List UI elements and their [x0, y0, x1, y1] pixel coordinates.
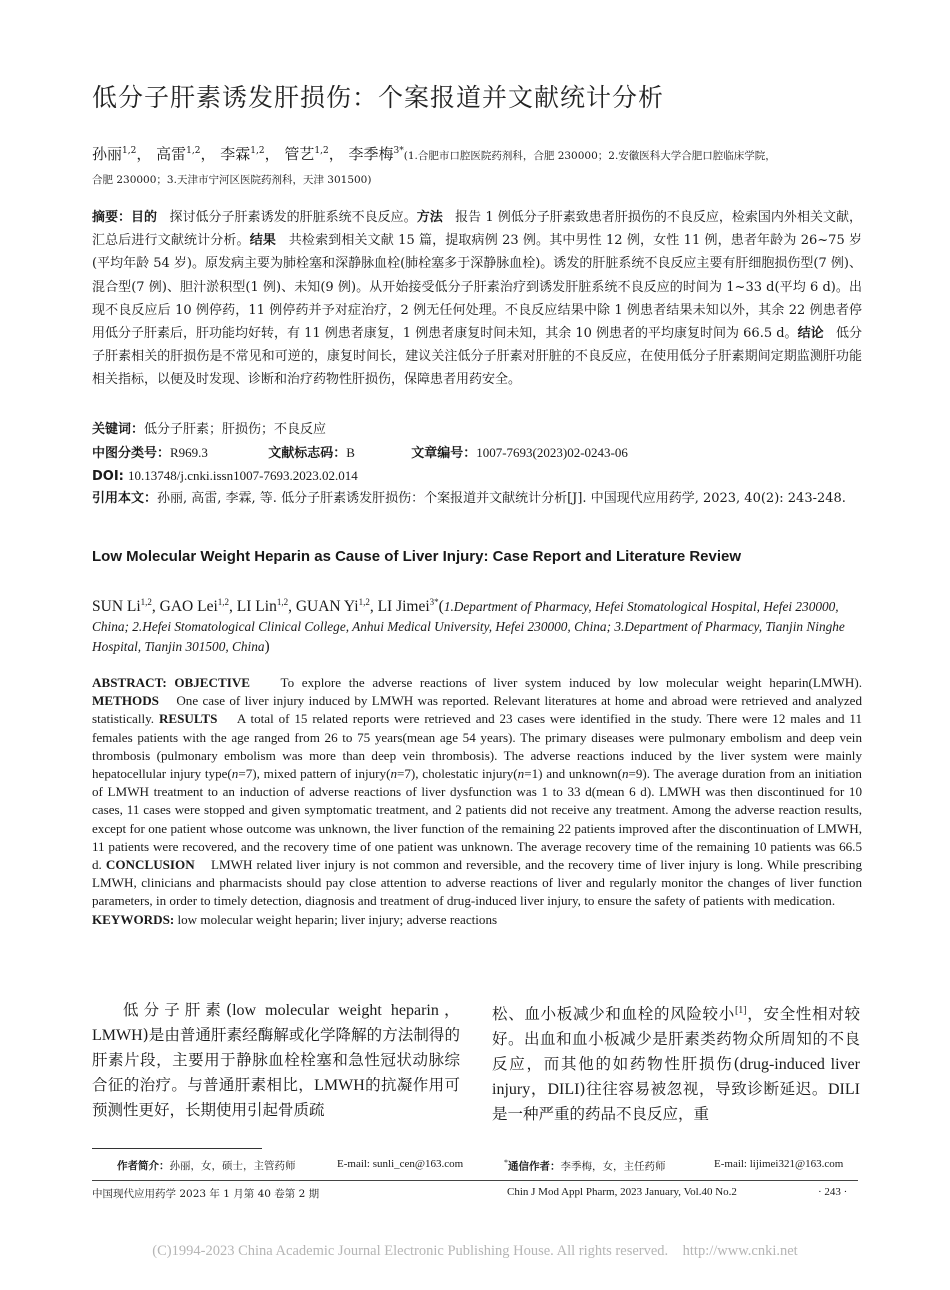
author-name: GUAN Yi	[295, 598, 359, 616]
methods-en-label: METHODS	[92, 693, 159, 709]
author-sup: 3*	[393, 146, 404, 156]
author-sup: 1,2	[217, 597, 230, 607]
author-sup: 1,2	[358, 597, 370, 607]
body-text: LMWH	[314, 1077, 365, 1094]
footer-journal-cn: 中国现代应用药学 2023 年 1 月第 40 卷第 2 期	[92, 1188, 320, 1200]
reference-marker[interactable]: [1]	[734, 1005, 747, 1016]
article-title-cn: 低分子肝素诱发肝损伤：个案报道并文献统计分析	[92, 83, 665, 112]
conclusion-text: 低分子肝素相关的肝损伤是不常见和可逆的，康复时间长，建议关注低分子肝素对肝脏的不良反应，在使用低分子肝素期间定期监测肝功能相关指标，以便及时发现、诊断和治疗药物性肝损伤，保障患者用药安全。	[92, 326, 862, 388]
footnote-author-email[interactable]: E-mail: sunli_cen@163.com	[337, 1158, 464, 1170]
abstract-label: 摘要：	[92, 210, 132, 225]
body-text: DILI	[828, 1081, 860, 1099]
footnote-text: 李季梅，女，主任药师	[560, 1160, 666, 1173]
footnote-corresponding-email[interactable]: E-mail: lijimei321@163.com	[714, 1158, 844, 1170]
keywords-cn	[92, 418, 862, 441]
body-column-right	[492, 998, 860, 1127]
doi-row	[92, 464, 862, 488]
objective-en-text: To explore the adverse reactions of liver system induced by low molecular weight heparin(LMWH).	[280, 675, 863, 690]
objective-en-label: OBJECTIVE	[174, 675, 251, 690]
author-sup: 1,2	[276, 597, 289, 607]
author-name: SUN Li	[92, 598, 141, 616]
n-italic: n	[231, 766, 239, 782]
n-italic: n	[390, 766, 397, 782]
methods-label: 方法	[416, 210, 443, 225]
results-en-text: =7), cholestatic injury(	[397, 766, 518, 782]
conclusion-label: 结论	[797, 326, 824, 342]
affiliation-cn-1: (1.合肥市口腔医院药剂科，合肥 230000；2.安徽医科大学合肥口腔临床学院，	[403, 150, 776, 162]
citation-label: 引用本文：	[92, 491, 158, 506]
classification-row	[92, 441, 862, 465]
body-text: 松、血小板减少和血栓的风险较小	[492, 1005, 735, 1024]
objective-label: 目的	[131, 210, 158, 225]
body-text: ，安全性相对较好。出血和血小板减少是肝素类药物众所周知的不良反应，而其他的如药物性肝损伤(	[492, 1005, 860, 1074]
article-number-value: 1007-7693(2023)02-0243-06	[476, 445, 628, 460]
footnote-label: 通信作者：	[508, 1160, 561, 1173]
keywords-en-text: low molecular weight heparin; liver injury; adverse reactions	[177, 911, 498, 927]
author-sup: 1,2	[122, 146, 137, 156]
abstract-cn	[92, 206, 862, 392]
keywords-en-label: KEYWORDS:	[92, 911, 175, 927]
results-en-text: A total of 15 related reports were retrieved and 23 cases were identified in the study. There were 12 males and 11 females patients with the age ranged from 26 to 75 years(mean age 54 years). The primary diseases were pulmonary embolism and deep vein thrombosis (pulmonary embolism was more than deep vein thrombosis). The adverse reactions induced by the liver system were mainly hepatocellular injury type(	[92, 711, 863, 782]
conclusion-en-label: CONCLUSION	[105, 857, 195, 873]
body-text: low molecular weight heparin，LMWH	[92, 1002, 460, 1044]
clc-value: R969.3	[170, 445, 208, 460]
body-text: 的抗凝作用可预测性更好，长期使用引起骨质疏	[92, 1076, 460, 1119]
author-sup: 1,2	[250, 146, 265, 156]
doccode-value: B	[346, 445, 355, 460]
copyright-watermark: (C)1994-2023 China Academic Journal Electronic Publishing House. All rights reserved. http://www.cnki.net	[152, 1243, 798, 1259]
page-number: · 243 ·	[818, 1186, 848, 1198]
conclusion-en-text: LMWH related liver injury is not common and reversible, and the recovery time of liver injury is long. While prescribing LMWH, clinicians and pharmacists should pay close attention to adverse reactions of liver and regularly monitor the changes of liver function parameters, in order to timely detection, diagnosis and treatment of drug-induced liver injury, to ensure the safety of patients with medication.	[92, 857, 862, 909]
methods-en-text: One case of liver injury induced by LMWH was reported. Relevant literatures at home and abroad were retrieved and analyzed statistically.	[92, 693, 863, 727]
author-name: 李季梅	[348, 145, 394, 163]
author-name: LI Lin	[236, 598, 277, 616]
body-text: 低分子肝素(	[123, 1001, 233, 1019]
footnote-label: 作者简介：	[117, 1160, 170, 1172]
footnote-star: *	[504, 1158, 508, 1167]
author-name: 管艺	[284, 145, 315, 163]
doccode-label: 文献标志码：	[268, 446, 347, 461]
affiliation-cn-2: 合肥 230000；3.天津市宁河区医院药剂科，天津 301500)	[92, 174, 372, 186]
results-en-text: =1) and unknown(	[524, 766, 622, 782]
footnote-text: 孙丽，女，硕士，主管药师	[169, 1160, 296, 1172]
results-en-text: =9). The average duration from an initiation of LMWH treatment to an induction of adverse reactions of liver dysfunction was 1 to 33 d(mean 6 d). LMWH was then discontinued for 10 cases, 11 cases were stopped and given symptomatic treatment, and 2 patients did not receive any treatment. Among the adverse reaction results, except for one patient whose outcome was unknown, the liver function of the remaining 22 patients improved after the discontinuation of LMWH, 11 patients were recovered, and the recovery time of one patient was unknown. The average recovery time of the remaining 10 patients was 66.5 d.	[92, 766, 862, 873]
author-name: 孙丽	[92, 145, 123, 163]
body-column-left	[92, 998, 460, 1123]
footnote-author-intro	[117, 1158, 296, 1173]
keywords-label: 关键词：	[92, 422, 145, 437]
methods-text: 报告 1 例低分子肝素致患者肝损伤的不良反应，检索国内外相关文献，汇总后进行文献统计分析。	[92, 210, 862, 249]
footer-journal-en: Chin J Mod Appl Pharm, 2023 January, Vol.40 No.2	[507, 1186, 737, 1198]
keywords-value: 低分子肝素；肝损伤；不良反应	[144, 422, 327, 437]
footnote-corresponding	[504, 1158, 666, 1174]
results-en-text: =7), mixed pattern of injury(	[238, 766, 391, 782]
author-sup: 1,2	[186, 146, 201, 156]
clc-label: 中图分类号：	[92, 446, 171, 461]
footer-divider	[92, 1180, 858, 1181]
results-text: 共检索到相关文献 15 篇，提取病例 23 例。其中男性 12 例，女性 11 例，患者年龄为 26~75 岁(平均年龄 54 岁)。原发病主要为肺栓塞和深静脉血栓(肺栓塞多于深静脉血栓)。诱发的肝脏系统不良反应主要有肝细胞损伤型(7 例)、混合型(7 例)、胆汁淤积型(1 例)、未知(9 例)。从开始接受低分子肝素治疗到诱发肝脏系统不良反应的时间为 1~33 d(平均 6 d)。出现不良反应后 10 例停药，11 例停药并予对症治疗，2 例无任何处理。不良反应结果中除 1 例患者结果未知以外，其余 22 例患者停用低分子肝素后，肝功能均好转，有 11 例患者康复，1 例患者康复时间未知，其余 10 例患者的平均康复时间为 66.5 d。	[92, 233, 862, 342]
authors-cn: 孙丽$^{1,2}$， 高雷$^{1,2}$， 李霖$^{1,2}$， 管艺$^{1,2}$， 李季梅$^{3*}$(1.合肥市口腔医院药剂科，合肥 230000；2.安徽医科大学合肥口腔临床学院， 合肥 230000；3.天津市宁河区医院药剂科，天津 301500)	[92, 145, 776, 186]
footnote-divider	[92, 1148, 262, 1149]
author-sup: 1,2	[140, 597, 152, 607]
results-label: 结果	[249, 233, 276, 249]
affiliation-en: 1.Department of Pharmacy, Hefei Stomatological Hospital, Hefei 230000, China; 2.Hefei Stomatological Clinical College, Anhui Medical University, Hefei 230000, China; 3.Department of Pharmacy, Tianjin Ninghe Hospital, Tianjin 301500, China	[92, 599, 845, 655]
author-sup: 3*	[429, 597, 439, 607]
abstract-en-label: ABSTRACT:	[92, 675, 167, 690]
body-text: )是由普通肝素经酶解或化学降解的方法制得的肝素片段，主要用于静脉血栓栓塞和急性冠状动脉综合征的治疗。与普通肝素相比，	[92, 1026, 460, 1094]
doi-value[interactable]: 10.13748/j.cnki.issn1007-7693.2023.02.014	[128, 468, 358, 483]
article-number-label: 文章编号：	[411, 446, 477, 461]
authors-en: SUN Li$^{1,2}$, GAO Lei$^{1,2}$, LI Lin$^{1,2}$, GUAN Yi$^{1,2}$, LI Jimei$^{3*}$(1.Department of Pharmacy, Hefei Stomatological Hospital, Hefei 230000, China; 2.Hefei Stomatological Clinical College, Anhui Medical University, Hefei 230000, China; 3.Department of Pharmacy, Tianjin Ninghe Hospital, Tianjin 301500, China)	[92, 597, 845, 656]
citation-text: 孙丽, 高雷, 李霖, 等. 低分子肝素诱发肝损伤：个案报道并文献统计分析[J]. 中国现代应用药学, 2023, 40(2): 243-248.	[157, 491, 846, 506]
results-en-label: RESULTS	[158, 711, 218, 727]
body-text: drug-induced liver injury，DILI	[492, 1056, 860, 1099]
article-title-en: Low Molecular Weight Heparin as Cause of Liver Injury: Case Report and Literature Review	[92, 548, 742, 565]
author-name: 高雷	[156, 145, 187, 163]
body-text: 是一种严重的药品不良反应，重	[492, 1105, 710, 1124]
citation-row	[92, 487, 862, 510]
body-text: )往往容易被忽视，导致诊断延迟。	[579, 1080, 828, 1099]
objective-text: 探讨低分子肝素诱发的肝脏系统不良反应。	[169, 210, 417, 225]
author-sup: 1,2	[314, 146, 329, 156]
doi-label: DOI:	[92, 469, 124, 484]
author-name: LI Jimei	[377, 598, 430, 616]
n-italic: n	[517, 766, 525, 782]
n-italic: n	[621, 766, 629, 782]
author-name: GAO Lei	[159, 598, 218, 616]
author-name: 李霖	[220, 145, 251, 163]
abstract-en	[92, 674, 862, 929]
